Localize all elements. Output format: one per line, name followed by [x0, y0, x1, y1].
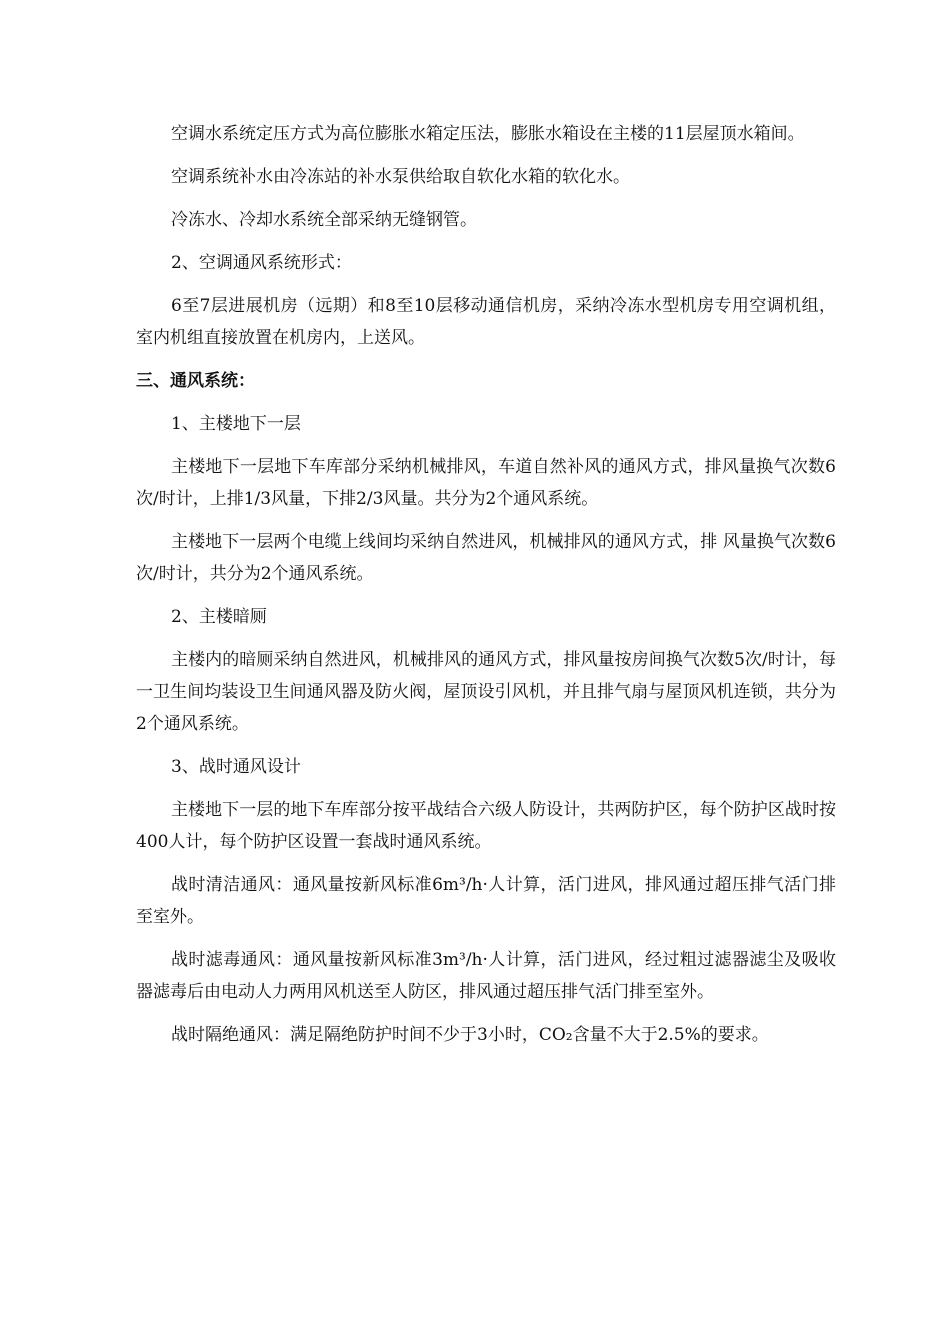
paragraph-pipe-material: 冷冻水、冷却水系统全部采纳无缝钢管。 [171, 210, 477, 230]
paragraph-isolation-ventilation: 战时隔绝通风：满足隔绝防护时间不少于3小时，CO₂含量不大于2.5%的要求。 [171, 1025, 769, 1045]
paragraph-toilet-exhaust: 主楼内的暗厕采纳自然进风，机械排风的通风方式，排风量按房间换气次数5次/时计，每一卫生间均装设卫生间通风器及防火阀，屋顶设引风机，并且排气扇与屋顶风机连锁，共分为2个通风系统。 [136, 650, 836, 734]
paragraph-machine-room-ac: 6至7层进展机房（远期）和8至10层移动通信机房，采纳冷冻水型机房专用空调机组，室内机组直接放置在机房内，上送风。 [136, 296, 836, 348]
subheading-wartime: 3、战时通风设计 [171, 757, 301, 777]
subheading-ac-ventilation-form: 2、空调通风系统形式： [171, 253, 352, 273]
paragraph-filter-ventilation: 战时滤毒通风：通风量按新风标准3m³/h·人计算，活门进风，经过粗过滤器滤尘及吸收器滤毒后由电动人力两用风机送至人防区，排风通过超压排气活门排至室外。 [136, 950, 836, 1002]
paragraph-makeup-water: 空调系统补水由冷冻站的补水泵供给取自软化水箱的软化水。 [171, 167, 630, 187]
paragraph-cable-shaft: 主楼地下一层两个电缆上线间均采纳自然进风，机械排风的通风方式，排 风量换气次数6次/时计，共分为2个通风系统。 [136, 532, 836, 584]
subheading-basement: 1、主楼地下一层 [171, 414, 301, 434]
section-heading-ventilation: 三、通风系统： [136, 371, 255, 391]
paragraph-civil-defense: 主楼地下一层的地下车库部分按平战结合六级人防设计，共两防护区，每个防护区战时按400人计，每个防护区设置一套战时通风系统。 [136, 800, 836, 852]
subheading-toilets: 2、主楼暗厕 [171, 607, 267, 627]
paragraph-water-pressure: 空调水系统定压方式为高位膨胀水箱定压法，膨胀水箱设在主楼的11层屋顶水箱间。 [171, 124, 805, 144]
paragraph-garage-exhaust: 主楼地下一层地下车库部分采纳机械排风，车道自然补风的通风方式，排风量换气次数6次/时计，上排1/3风量，下排2/3风量。共分为2个通风系统。 [136, 457, 836, 509]
document-body [136, 118, 836, 1062]
paragraph-clean-ventilation: 战时清洁通风：通风量按新风标准6m³/h·人计算，活门进风，排风通过超压排气活门排至室外。 [136, 875, 836, 927]
